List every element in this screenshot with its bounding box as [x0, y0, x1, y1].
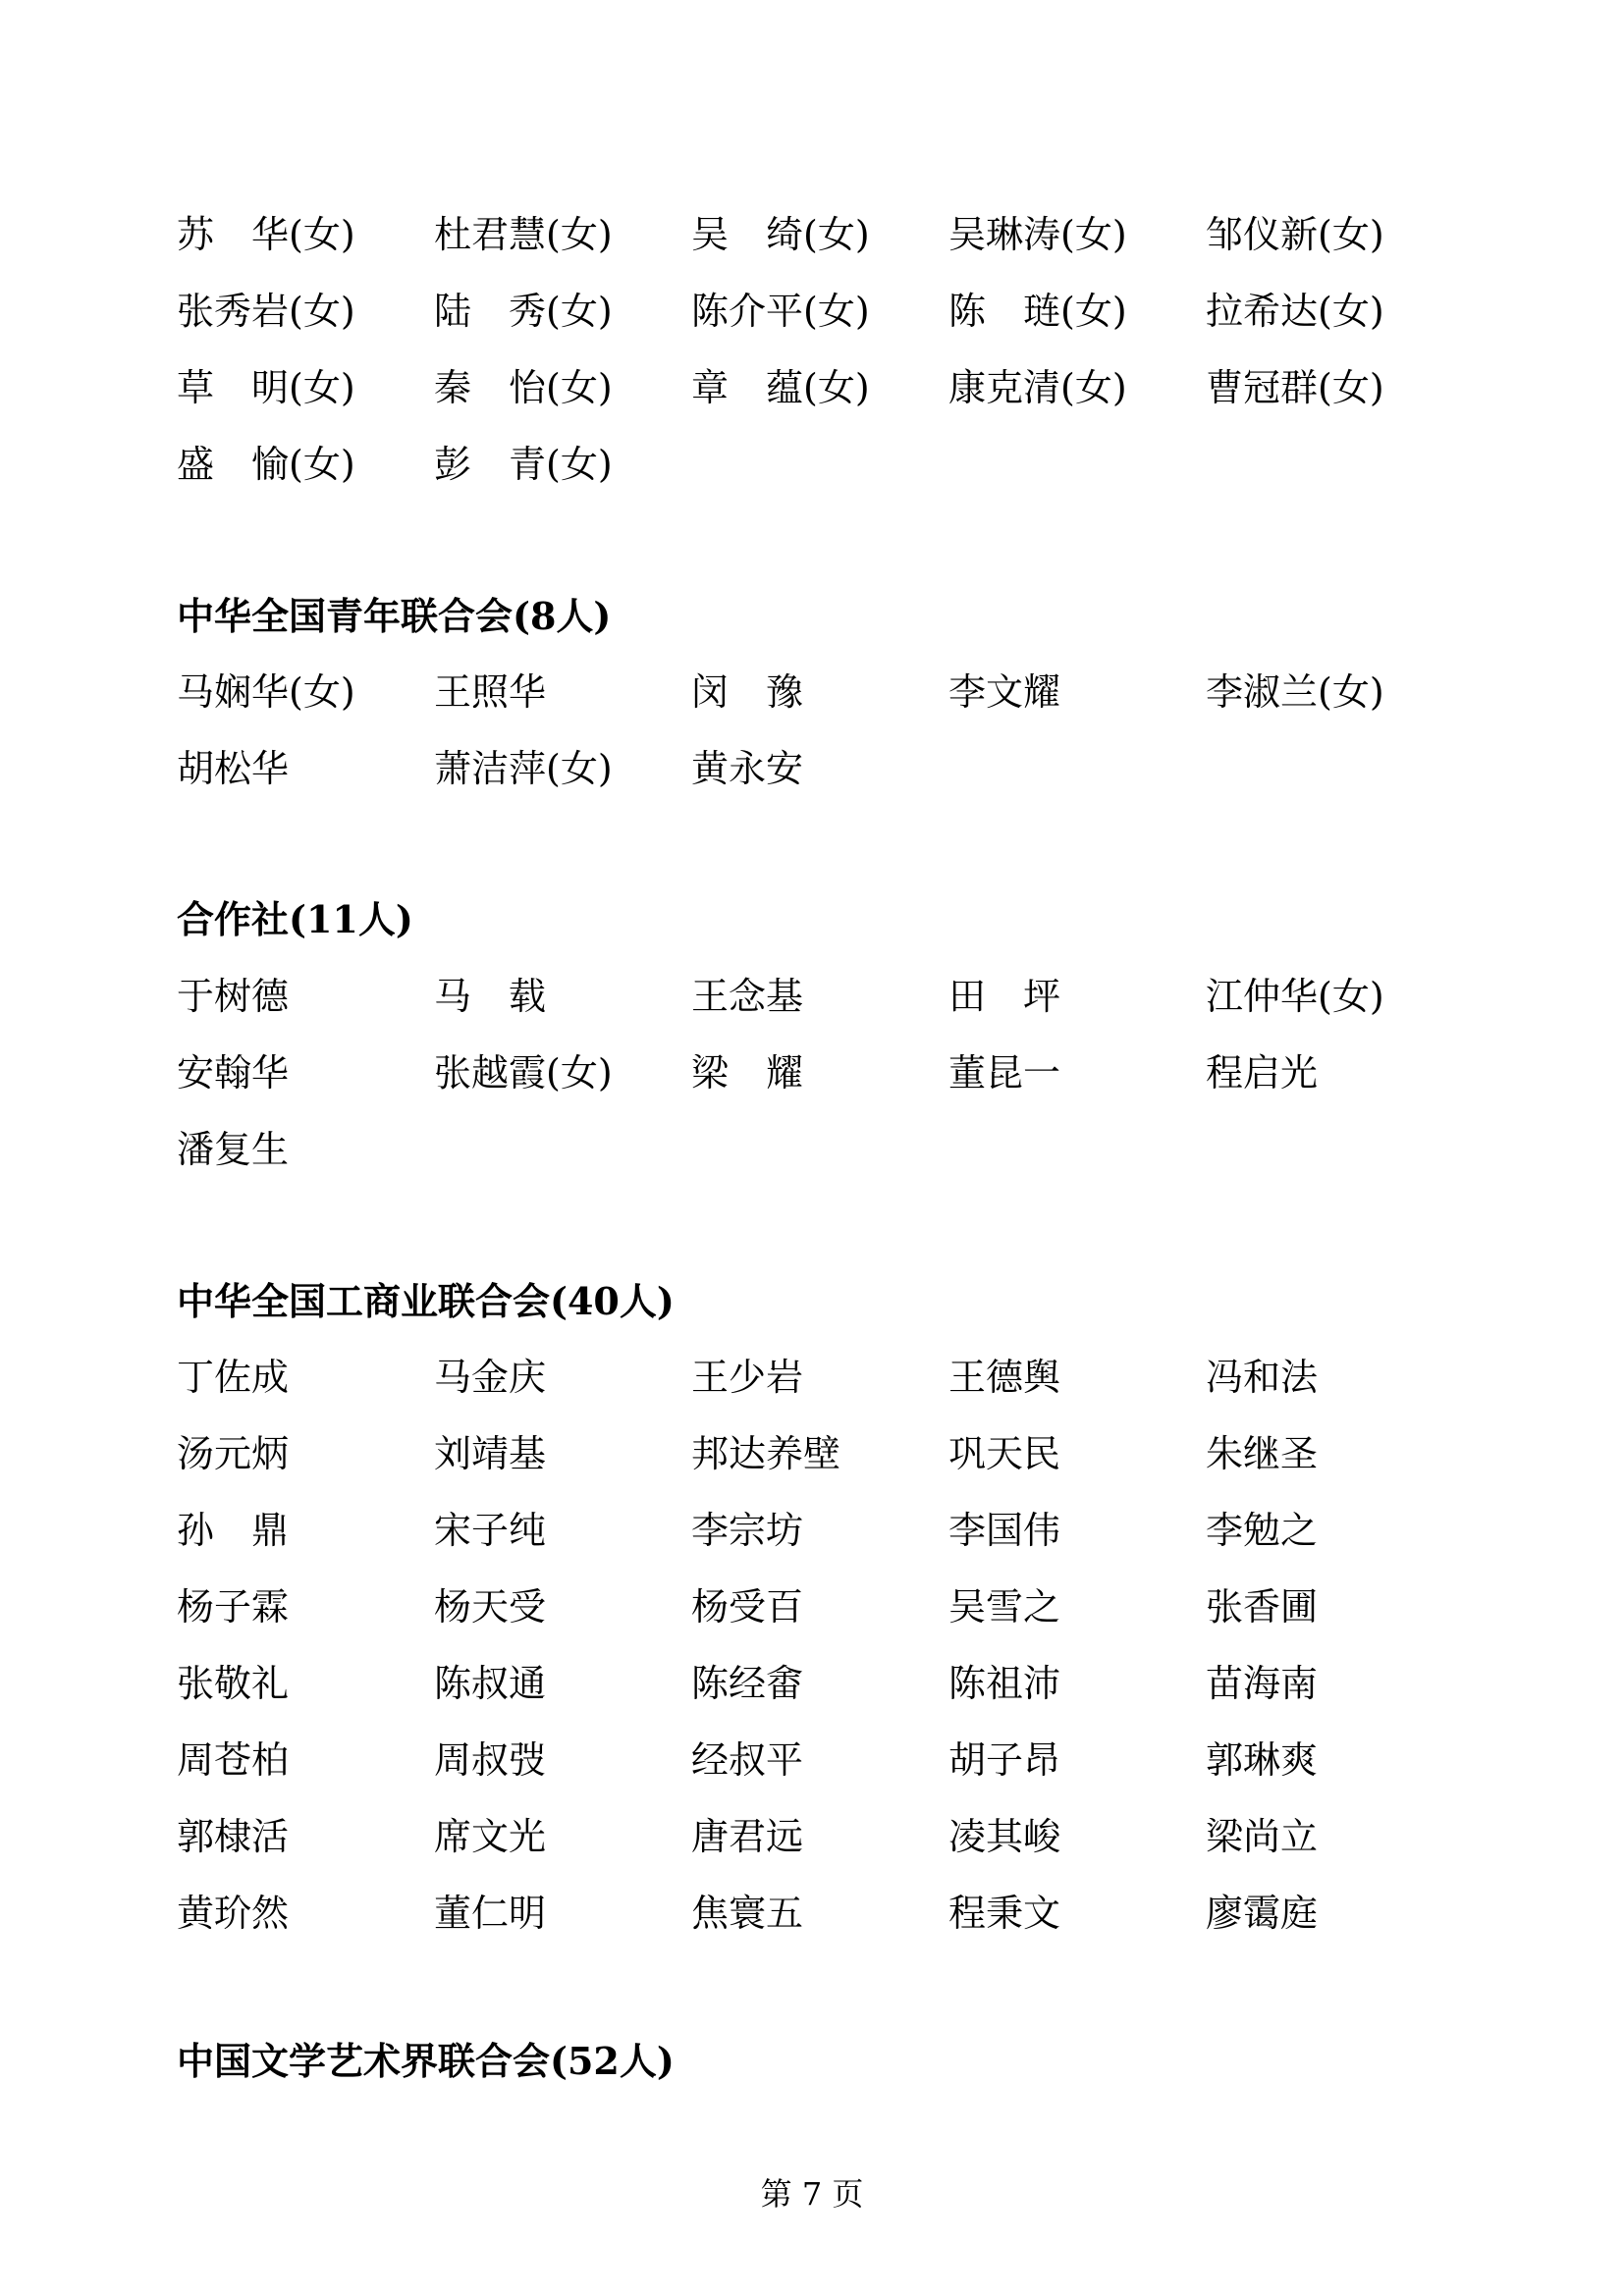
- member-name: 张敬礼: [177, 1662, 290, 1705]
- section-heading-youth-federation: 中华全国青年联合会(8人): [177, 594, 612, 638]
- member-name: 程启光: [1206, 1051, 1319, 1095]
- name-row: [177, 730, 1453, 807]
- member-name: 丁佐成: [177, 1356, 290, 1399]
- member-name: 梁 耀: [691, 1051, 804, 1095]
- member-name: 董昆一: [948, 1051, 1061, 1095]
- member-name: 汤元炳: [177, 1432, 290, 1475]
- member-name: 陈祖沛: [948, 1662, 1061, 1705]
- name-row: [177, 1645, 1453, 1722]
- member-name: 曹冠群(女): [1206, 366, 1384, 409]
- name-row: [177, 1339, 1453, 1415]
- name-row: [177, 1722, 1453, 1798]
- member-name: 周叔弢: [434, 1738, 547, 1782]
- member-name: 经叔平: [691, 1738, 804, 1782]
- member-name: 张香圃: [1206, 1585, 1319, 1629]
- member-name: 草 明(女): [177, 366, 355, 409]
- member-name: 李宗坊: [691, 1509, 804, 1552]
- member-name: 马娴华(女): [177, 670, 355, 714]
- name-row: [177, 196, 1453, 273]
- member-name: 潘复生: [177, 1128, 290, 1171]
- member-name: 田 坪: [948, 975, 1061, 1018]
- member-name: 拉希达(女): [1206, 290, 1384, 333]
- youth-federation-list: [177, 654, 1453, 807]
- member-name: 邹仪新(女): [1206, 213, 1384, 256]
- member-name: 董仁明: [434, 1892, 547, 1935]
- member-name: 陈介平(女): [691, 290, 870, 333]
- member-name: 刘靖基: [434, 1432, 547, 1475]
- name-row: [177, 1798, 1453, 1875]
- member-name: 程秉文: [948, 1892, 1061, 1935]
- member-name: 焦寰五: [691, 1892, 804, 1935]
- member-name: 邦达养壁: [691, 1432, 841, 1475]
- member-name: 王照华: [434, 670, 547, 714]
- name-row: [177, 958, 1453, 1035]
- member-name: 李勉之: [1206, 1509, 1319, 1552]
- member-name: 朱继圣: [1206, 1432, 1319, 1475]
- member-name: 宋子纯: [434, 1509, 547, 1552]
- member-name: 秦 怡(女): [434, 366, 613, 409]
- name-row: [177, 273, 1453, 349]
- name-row: [177, 426, 1453, 503]
- member-name: 黄玠然: [177, 1892, 290, 1935]
- name-row: [177, 1415, 1453, 1492]
- member-name: 章 蕴(女): [691, 366, 870, 409]
- member-name: 胡子昂: [948, 1738, 1061, 1782]
- member-name: 李淑兰(女): [1206, 670, 1384, 714]
- member-name: 陈 琏(女): [948, 290, 1127, 333]
- industry-commerce-list: [177, 1339, 1453, 1951]
- section-heading-cooperatives: 合作社(11人): [177, 897, 413, 941]
- cooperatives-list: [177, 958, 1453, 1188]
- section-heading-industry-commerce: 中华全国工商业联合会(40人): [177, 1279, 675, 1323]
- member-name: 吴琳涛(女): [948, 213, 1127, 256]
- member-name: 陈经畬: [691, 1662, 804, 1705]
- member-name: 苗海南: [1206, 1662, 1319, 1705]
- member-name: 王少岩: [691, 1356, 804, 1399]
- member-name: 胡松华: [177, 747, 290, 790]
- member-name: 黄永安: [691, 747, 804, 790]
- member-name: 席文光: [434, 1815, 547, 1858]
- member-name: 王德舆: [948, 1356, 1061, 1399]
- member-name: 彭 青(女): [434, 443, 613, 486]
- member-name: 吴雪之: [948, 1585, 1061, 1629]
- member-name: 安翰华: [177, 1051, 290, 1095]
- member-name: 王念基: [691, 975, 804, 1018]
- member-name: 盛 愉(女): [177, 443, 355, 486]
- member-name: 杜君慧(女): [434, 213, 613, 256]
- member-name: 张秀岩(女): [177, 290, 355, 333]
- member-name: 马 载: [434, 975, 547, 1018]
- member-name: 李国伟: [948, 1509, 1061, 1552]
- member-name: 巩天民: [948, 1432, 1061, 1475]
- member-name: 萧洁萍(女): [434, 747, 613, 790]
- member-name: 凌其峻: [948, 1815, 1061, 1858]
- member-name: 闵 豫: [691, 670, 804, 714]
- member-name: 孙 鼎: [177, 1509, 290, 1552]
- member-name: 杨天受: [434, 1585, 547, 1629]
- member-name: 江仲华(女): [1206, 975, 1384, 1018]
- name-row: [177, 1875, 1453, 1951]
- member-name: 马金庆: [434, 1356, 547, 1399]
- member-name: 唐君远: [691, 1815, 804, 1858]
- name-row: [177, 349, 1453, 426]
- member-name: 廖霭庭: [1206, 1892, 1319, 1935]
- section-heading-literary-art: 中国文学艺术界联合会(52人): [177, 2039, 675, 2083]
- name-row: [177, 1569, 1453, 1645]
- member-name: 康克清(女): [948, 366, 1127, 409]
- member-name: 杨子霖: [177, 1585, 290, 1629]
- name-row: [177, 1035, 1453, 1111]
- member-name: 陈叔通: [434, 1662, 547, 1705]
- name-row: [177, 1111, 1453, 1188]
- member-name: 郭棣活: [177, 1815, 290, 1858]
- member-name: 张越霞(女): [434, 1051, 613, 1095]
- member-name: 冯和法: [1206, 1356, 1319, 1399]
- name-row: [177, 654, 1453, 730]
- member-name: 于树德: [177, 975, 290, 1018]
- page-number: 第 7 页: [760, 2175, 864, 2213]
- member-name: 陆 秀(女): [434, 290, 613, 333]
- member-name: 郭琳爽: [1206, 1738, 1319, 1782]
- member-name: 梁尚立: [1206, 1815, 1319, 1858]
- name-row: [177, 1492, 1453, 1569]
- member-name: 周苍柏: [177, 1738, 290, 1782]
- member-name: 杨受百: [691, 1585, 804, 1629]
- member-name: 苏 华(女): [177, 213, 355, 256]
- women-member-list: [177, 196, 1453, 503]
- member-name: 吴 绮(女): [691, 213, 870, 256]
- member-name: 李文耀: [948, 670, 1061, 714]
